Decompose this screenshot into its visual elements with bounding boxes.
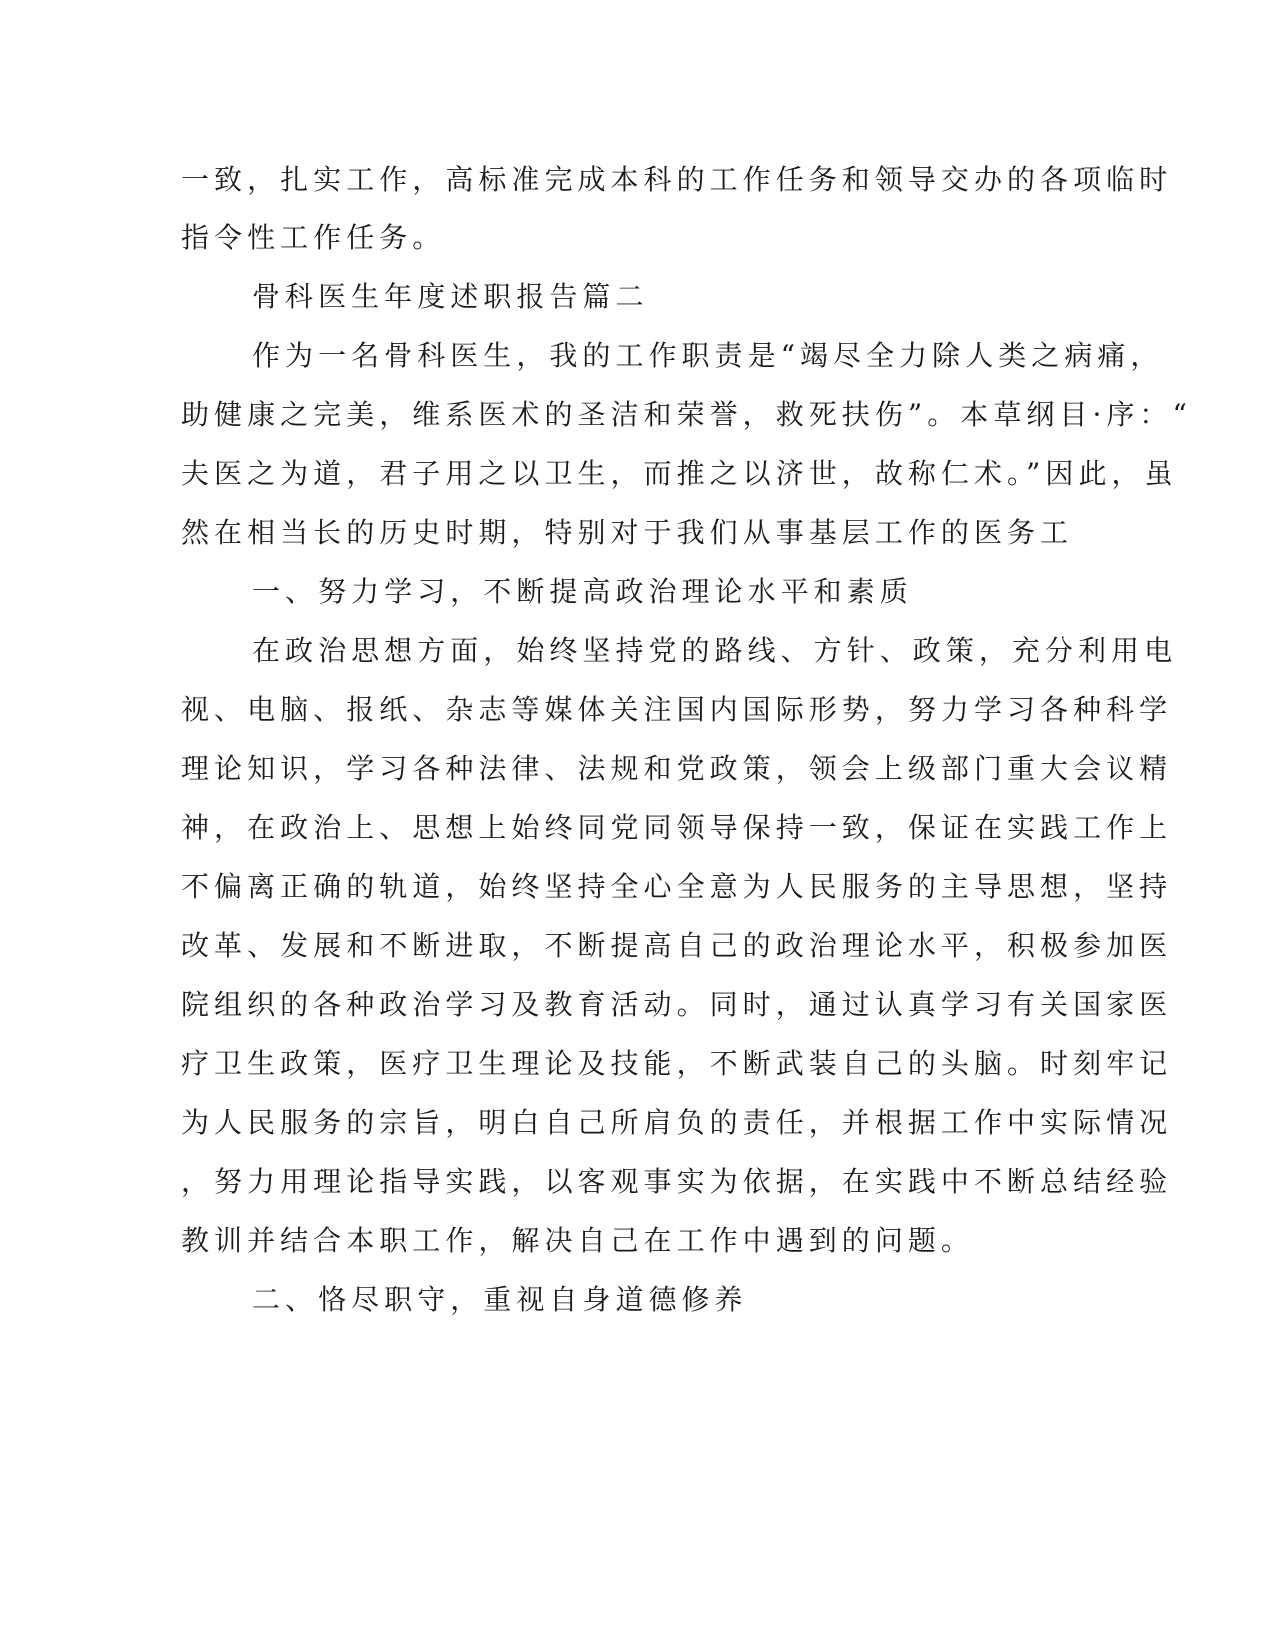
body-text-line: 指令性工作任务。: [181, 221, 446, 254]
body-text-line: 视、电脑、报纸、杂志等媒体关注国内国际形势，努力学习各种科学: [181, 693, 1173, 726]
body-text-line: 不偏离正确的轨道，始终坚持全心全意为人民服务的主导思想，坚持: [181, 870, 1173, 903]
paragraph-first-line: 在政治思想方面，始终坚持党的路线、方针、政策，充分利用电: [252, 634, 1178, 667]
body-text-line: 理论知识，学习各种法律、法规和党政策，领会上级部门重大会议精: [181, 752, 1173, 785]
body-text-line: 夫医之为道，君子用之以卫生，而推之以济世，故称仁术。”因此，虽: [181, 457, 1178, 490]
body-text-line: 院组织的各种政治学习及教育活动。同时，通过认真学习有关国家医: [181, 988, 1173, 1021]
body-text-line: 教训并结合本职工作，解决自己在工作中遇到的问题。: [181, 1224, 974, 1257]
body-text-line: 一致，扎实工作，高标准完成本科的工作任务和领导交办的各项临时: [181, 163, 1173, 196]
body-text-line: ，努力用理论指导实践，以客观事实为依据，在实践中不断总结经验: [181, 1165, 1173, 1198]
section-title: 骨科医生年度述职报告篇二: [252, 280, 649, 313]
body-text-line: 疗卫生政策，医疗卫生理论及技能，不断武装自己的头脑。时刻牢记: [181, 1047, 1173, 1080]
paragraph-first-line: 作为一名骨科医生，我的工作职责是“竭尽全力除人类之病痛，: [252, 339, 1164, 372]
body-text-line: 助健康之完美，维系医术的圣洁和荣誉，救死扶伤”。本草纲目·序：“: [181, 398, 1192, 431]
section-heading: 二、恪尽职守，重视自身道德修养: [252, 1283, 748, 1316]
section-heading: 一、努力学习，不断提高政治理论水平和素质: [252, 575, 913, 608]
body-text-line: 然在相当长的历史时期，特别对于我们从事基层工作的医务工: [181, 516, 1074, 549]
body-text-line: 改革、发展和不断进取，不断提高自己的政治理论水平，积极参加医: [181, 929, 1173, 962]
body-text-line: 神，在政治上、思想上始终同党同领导保持一致，保证在实践工作上: [181, 811, 1173, 844]
body-text-line: 为人民服务的宗旨，明白自己所肩负的责任，并根据工作中实际情况: [181, 1106, 1173, 1139]
